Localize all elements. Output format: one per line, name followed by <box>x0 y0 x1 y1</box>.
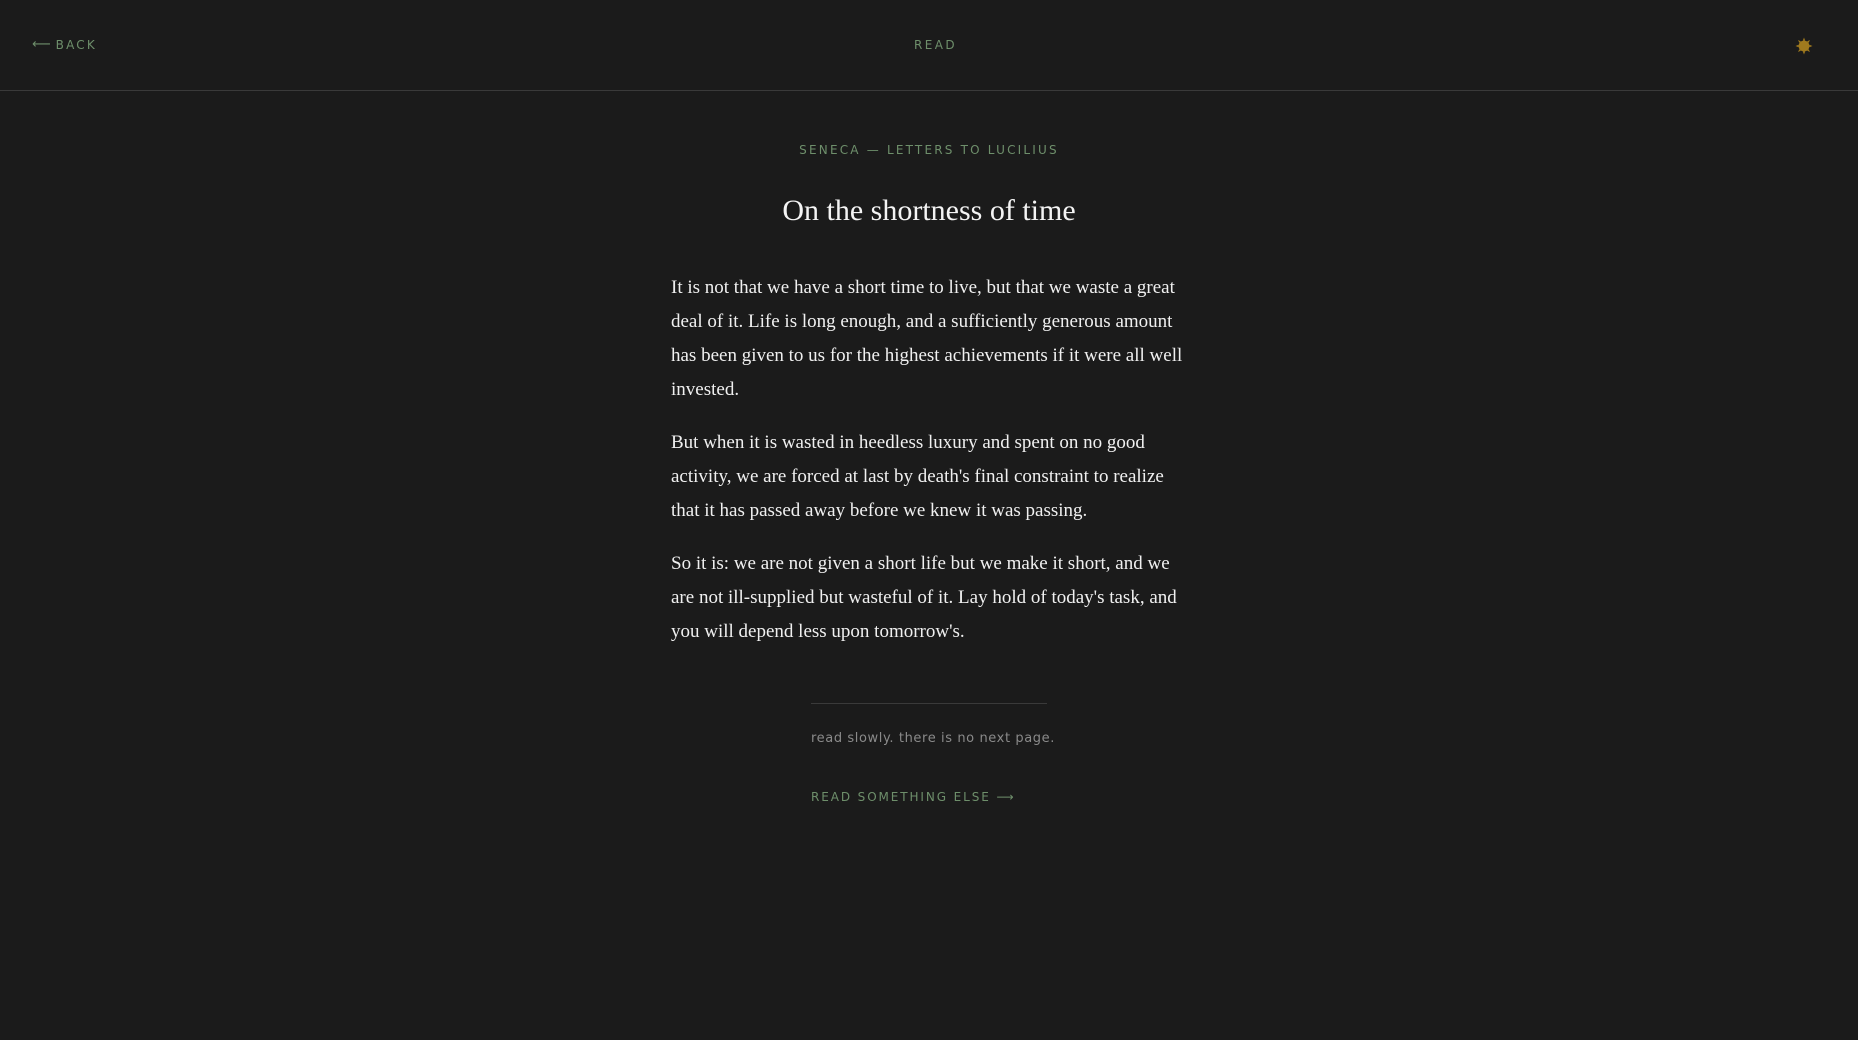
back-arrow-icon: ⟵ <box>32 37 51 52</box>
article-title: On the shortness of time <box>782 194 1076 227</box>
read-something-else-link[interactable]: READ SOMETHING ELSE ⟶ <box>811 790 1016 804</box>
sun-icon[interactable] <box>1794 36 1814 56</box>
article-body <box>671 271 1187 668</box>
nav-title: READ <box>914 38 957 52</box>
back-label: BACK <box>55 38 97 52</box>
top-bar <box>0 0 1858 91</box>
divider <box>811 703 1047 704</box>
paragraph: It is not that we have a short time to live, but that we waste a great deal of it. Life is long enough, and a sufficiently generous amount has been given to us for the highest achievements if it were all well invested. <box>671 277 1183 400</box>
paragraph: So it is: we are not given a short life but we make it short, and we are not ill-supplied but wasteful of it. Lay hold of today's task, and you will depend less upon tomorrow's. <box>671 553 1177 642</box>
paragraph: But when it is wasted in heedless luxury and spent on no good activity, we are forced at last by death's final constraint to realize that it has passed away before we knew it was passing. <box>671 432 1164 521</box>
reading-note: read slowly. there is no next page. <box>811 731 1055 746</box>
article-source: SENECA — LETTERS TO LUCILIUS <box>799 143 1059 157</box>
